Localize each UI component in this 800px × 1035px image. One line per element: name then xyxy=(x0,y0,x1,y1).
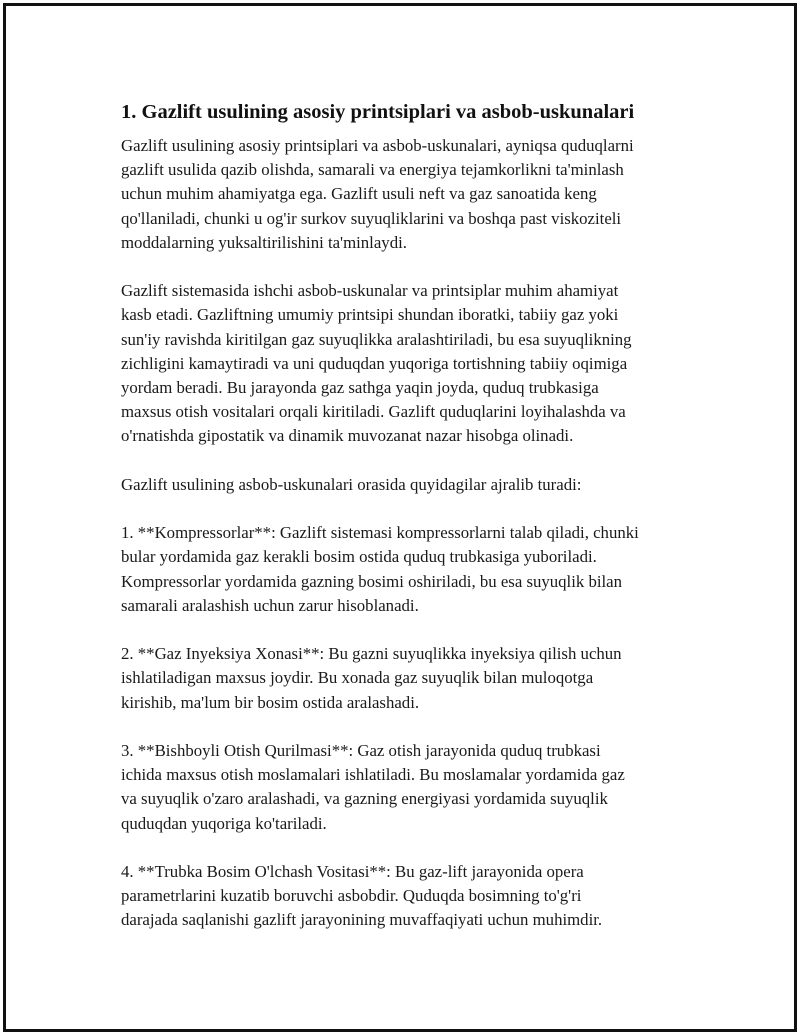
text-line: samarali aralashish uchun zarur hisoblanadi. xyxy=(121,595,419,615)
text-line: Gazlift usulining asosiy printsiplari va asbob-uskunalari, ayniqsa quduqlarni xyxy=(121,136,634,155)
text-line: gazlift usulida qazib olishda, samarali va energiya tejamkorlikni ta'minlash xyxy=(121,160,624,180)
text-line: sun'iy ravishda kiritilgan gaz suyuqlikka aralashtiriladi, bu esa suyuqlikning xyxy=(121,329,632,349)
text-line: ichida maxsus otish moslamalari ishlatiladi. Bu moslamalar yordamida gaz xyxy=(121,765,625,785)
text-line: yordam beradi. Bu jarayonda gaz sathga yaqin joyda, quduq trubkasiga xyxy=(121,378,599,398)
paragraph-principles xyxy=(121,279,701,448)
list-item-injection-device xyxy=(121,739,701,836)
text-line: maxsus otish vositalari orqali kiritiladi. Gazlift quduqlarini loyihalashda va xyxy=(121,402,626,422)
text-line: o'rnatishda gipostatik va dinamik muvozanat nazar hisobga olinadi. xyxy=(121,426,574,446)
text-line: kirishib, ma'lum bir bosim ostida aralashadi. xyxy=(121,692,420,712)
list-item-compressors xyxy=(121,521,701,618)
text-line: kasb etadi. Gazliftning umumiy printsipi shundan iboratki, tabiiy gaz yoki xyxy=(121,305,619,325)
text-line: darajada saqlanishi gazlift jarayonining muvaffaqiyati uchun muhimdir. xyxy=(121,910,603,930)
text-line: Gazlift sistemasida ishchi asbob-uskunalar va printsiplar muhim ahamiyat xyxy=(121,281,619,301)
paragraph-intro xyxy=(121,134,701,255)
text-line: uchun muhim ahamiyatga ega. Gazlift usuli neft va gaz sanoatida keng xyxy=(121,184,597,204)
text-line: ishlatiladigan maxsus joydir. Bu xonada gaz suyuqlik bilan muloqotga xyxy=(121,668,594,688)
text-line: Kompressorlar yordamida gazning bosimi oshiriladi, bu esa suyuqlik bilan xyxy=(121,571,623,591)
text-line: 2. **Gaz Inyeksiya Xonasi**: Bu gazni suyuqlikka inyeksiya qilish uchun xyxy=(121,644,622,664)
paragraph-list-intro xyxy=(121,473,701,497)
page-frame xyxy=(3,3,797,1032)
section-heading: 1. Gazlift usulining asosiy printsiplari va asbob-uskunalari xyxy=(121,101,635,123)
list-item-injection-chamber xyxy=(121,642,701,715)
text-line: 4. **Trubka Bosim O'lchash Vositasi**: Bu gaz-lift jarayonida opera xyxy=(121,862,584,881)
text-line: zichligini kamaytiradi va uni quduqdan yuqoriga tortishning tabiiy oqimiga xyxy=(121,353,628,373)
text-line: bular yordamida gaz kerakli bosim ostida quduq trubkasiga yuboriladi. xyxy=(121,547,597,567)
text-line: va suyuqlik o'zaro aralashadi, va gazning energiyasi yordamida suyuqlik xyxy=(121,789,608,809)
text-line: parametrlarini kuzatib boruvchi asbobdir. Quduqda bosimning to'g'ri xyxy=(121,886,582,906)
text-line: moddalarning yuksaltirilishini ta'minlaydi. xyxy=(121,232,407,252)
text-line: 1. **Kompressorlar**: Gazlift sistemasi kompressorlarni talab qiladi, chunki xyxy=(121,523,639,543)
text-line: Gazlift usulining asbob-uskunalari orasida quyidagilar ajralib turadi: xyxy=(121,474,582,494)
text-line: qo'llaniladi, chunki u og'ir surkov suyuqliklarini va boshqa past viskoziteli xyxy=(121,208,622,228)
text-line: quduqdan yuqoriga ko'tariladi. xyxy=(121,813,327,833)
document-body xyxy=(121,98,701,957)
text-line: 3. **Bishboyli Otish Qurilmasi**: Gaz otish jarayonida quduq trubkasi xyxy=(121,741,601,760)
list-item-pressure-gauge xyxy=(121,860,701,933)
